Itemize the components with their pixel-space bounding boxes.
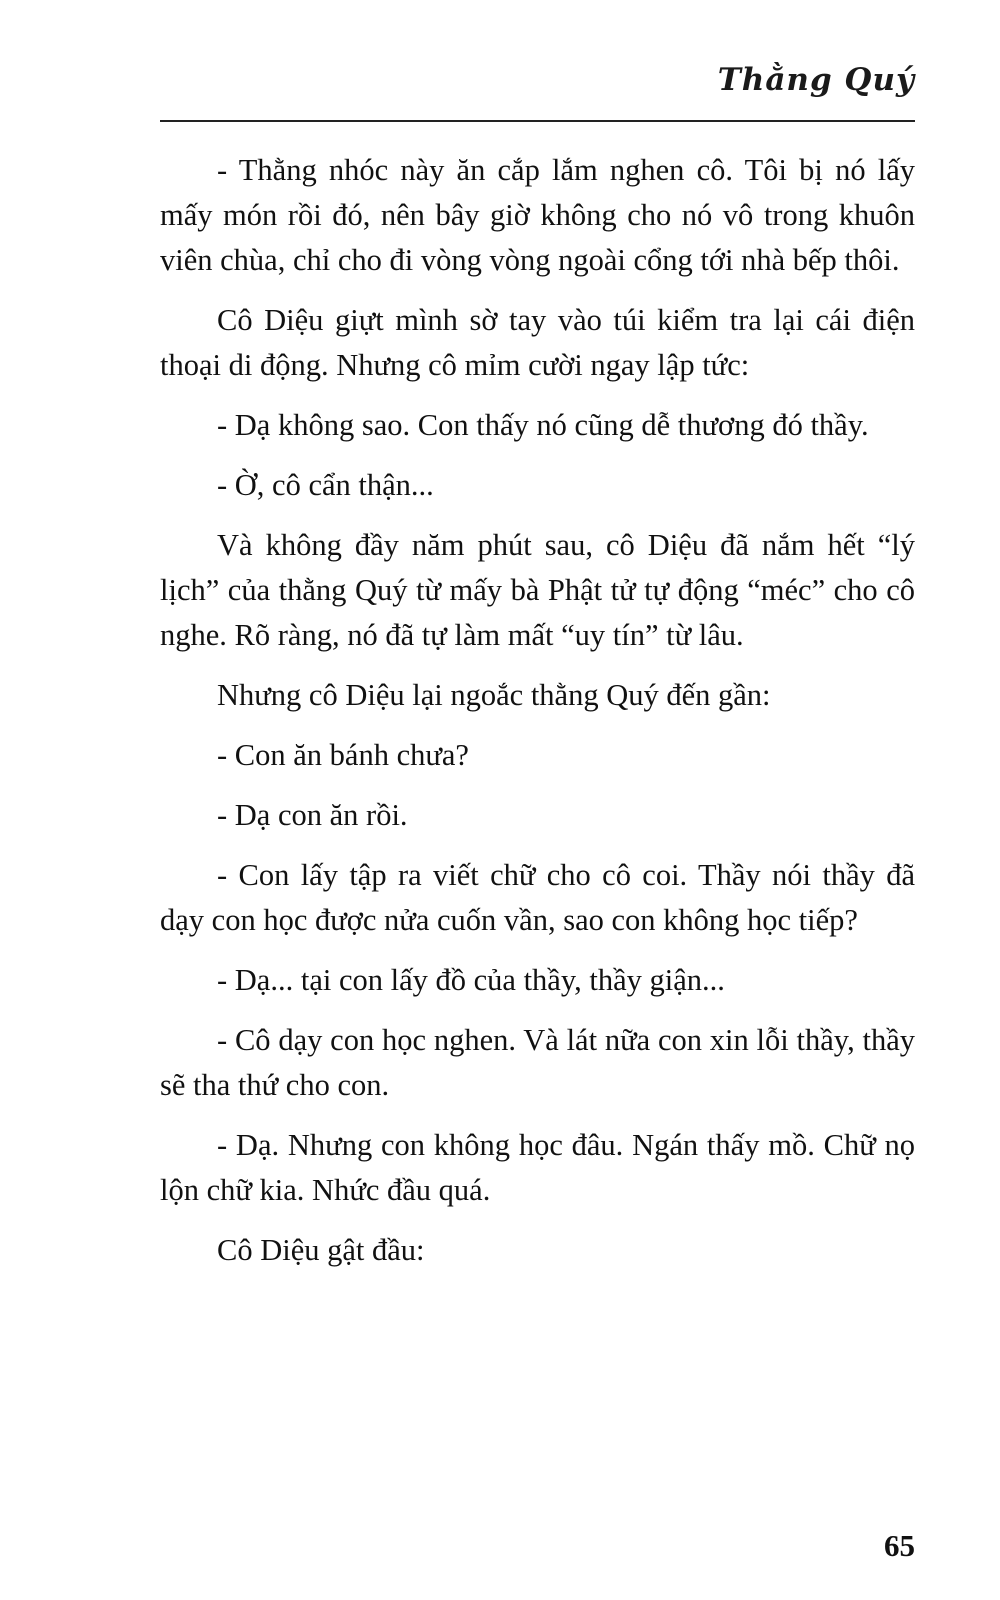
paragraph: - Dạ... tại con lấy đồ của thầy, thầy giận... <box>217 963 725 997</box>
paragraph: - Thằng nhóc này ăn cắp lắm nghen cô. Tôi bị nó lấy mấy món rồi đó, nên bây giờ không cho nó vô trong khuôn viên chùa, chỉ cho đi vòng vòng ngoài cổng tới nhà bếp thôi. <box>160 153 915 277</box>
paragraph: - Dạ con ăn rồi. <box>217 798 408 832</box>
paragraph: - Dạ không sao. Con thấy nó cũng dễ thương đó thầy. <box>217 408 869 442</box>
body-text <box>160 148 915 1288</box>
running-header <box>160 62 915 122</box>
paragraph: - Dạ. Nhưng con không học đâu. Ngán thấy mồ. Chữ nọ lộn chữ kia. Nhức đầu quá. <box>160 1128 915 1207</box>
paragraph: Cô Diệu giựt mình sờ tay vào túi kiểm tra lại cái điện thoại di động. Nhưng cô mỉm cười ngay lập tức: <box>160 303 915 382</box>
paragraph: - Ờ, cô cẩn thận... <box>217 468 434 502</box>
paragraph: - Con ăn bánh chưa? <box>217 738 469 772</box>
page-number: 65 <box>884 1528 915 1563</box>
header-title: Thằng Quý <box>717 62 915 98</box>
paragraph: Cô Diệu gật đầu: <box>217 1233 425 1267</box>
paragraph: Nhưng cô Diệu lại ngoắc thằng Quý đến gần: <box>217 678 771 712</box>
paragraph: Và không đầy năm phút sau, cô Diệu đã nắm hết “lý lịch” của thằng Quý từ mấy bà Phật tử tự động “méc” cho cô nghe. Rõ ràng, nó đã tự làm mất “uy tín” từ lâu. <box>160 528 915 652</box>
paragraph: - Cô dạy con học nghen. Và lát nữa con xin lỗi thầy, thầy sẽ tha thứ cho con. <box>160 1023 915 1102</box>
paragraph: - Con lấy tập ra viết chữ cho cô coi. Thầy nói thầy đã dạy con học được nửa cuốn vần, sao con không học tiếp? <box>160 858 915 937</box>
